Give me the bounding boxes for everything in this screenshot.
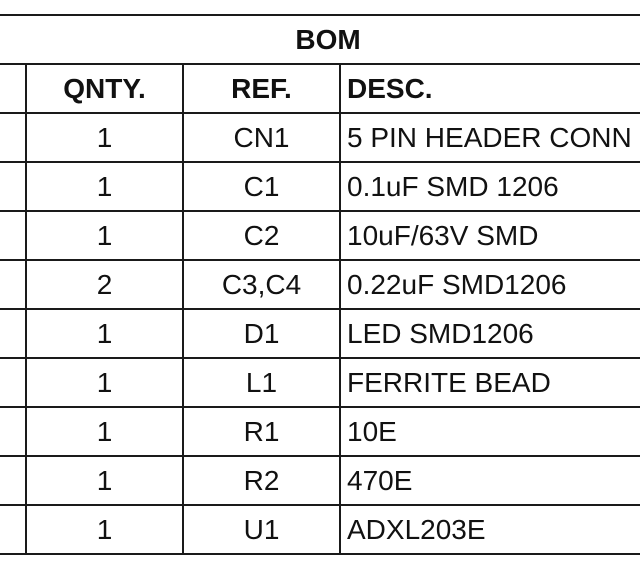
cell-desc: 5 PIN HEADER CONN	[340, 113, 640, 162]
cell-qnty: 1	[26, 211, 183, 260]
header-ref: REF.	[183, 64, 340, 113]
cell-qnty: 1	[26, 113, 183, 162]
row-lead-cell	[0, 407, 26, 456]
row-lead-cell	[0, 162, 26, 211]
cell-ref: D1	[183, 309, 340, 358]
row-lead-cell	[0, 505, 26, 554]
table-row	[0, 407, 640, 456]
table-row	[0, 162, 640, 211]
cell-desc: 470E	[340, 456, 640, 505]
table-row	[0, 260, 640, 309]
cell-desc: 0.22uF SMD1206	[340, 260, 640, 309]
bom-table	[0, 14, 640, 555]
cell-ref: C2	[183, 211, 340, 260]
cell-qnty: 1	[26, 456, 183, 505]
cell-ref: R1	[183, 407, 340, 456]
table-row	[0, 309, 640, 358]
cell-ref: C3,C4	[183, 260, 340, 309]
cell-qnty: 2	[26, 260, 183, 309]
row-lead-cell	[0, 456, 26, 505]
cell-ref: U1	[183, 505, 340, 554]
bom-title: BOM	[0, 15, 640, 64]
cell-desc: 0.1uF SMD 1206	[340, 162, 640, 211]
cell-ref: R2	[183, 456, 340, 505]
cell-qnty: 1	[26, 505, 183, 554]
header-desc: DESC.	[340, 64, 640, 113]
cell-ref: C1	[183, 162, 340, 211]
cell-desc: ADXL203E	[340, 505, 640, 554]
cell-desc: 10E	[340, 407, 640, 456]
cell-qnty: 1	[26, 358, 183, 407]
cell-desc: FERRITE BEAD	[340, 358, 640, 407]
cell-desc: LED SMD1206	[340, 309, 640, 358]
bom-header-row	[0, 64, 640, 113]
bom-table-container	[0, 14, 640, 555]
row-lead-cell	[0, 309, 26, 358]
table-row	[0, 113, 640, 162]
header-lead-cell	[0, 64, 26, 113]
table-row	[0, 211, 640, 260]
cell-qnty: 1	[26, 407, 183, 456]
cell-qnty: 1	[26, 162, 183, 211]
table-row	[0, 358, 640, 407]
row-lead-cell	[0, 113, 26, 162]
table-row	[0, 456, 640, 505]
bom-title-row	[0, 15, 640, 64]
cell-desc: 10uF/63V SMD	[340, 211, 640, 260]
row-lead-cell	[0, 260, 26, 309]
cell-ref: L1	[183, 358, 340, 407]
cell-ref: CN1	[183, 113, 340, 162]
row-lead-cell	[0, 211, 26, 260]
cell-qnty: 1	[26, 309, 183, 358]
table-row	[0, 505, 640, 554]
header-qnty: QNTY.	[26, 64, 183, 113]
row-lead-cell	[0, 358, 26, 407]
